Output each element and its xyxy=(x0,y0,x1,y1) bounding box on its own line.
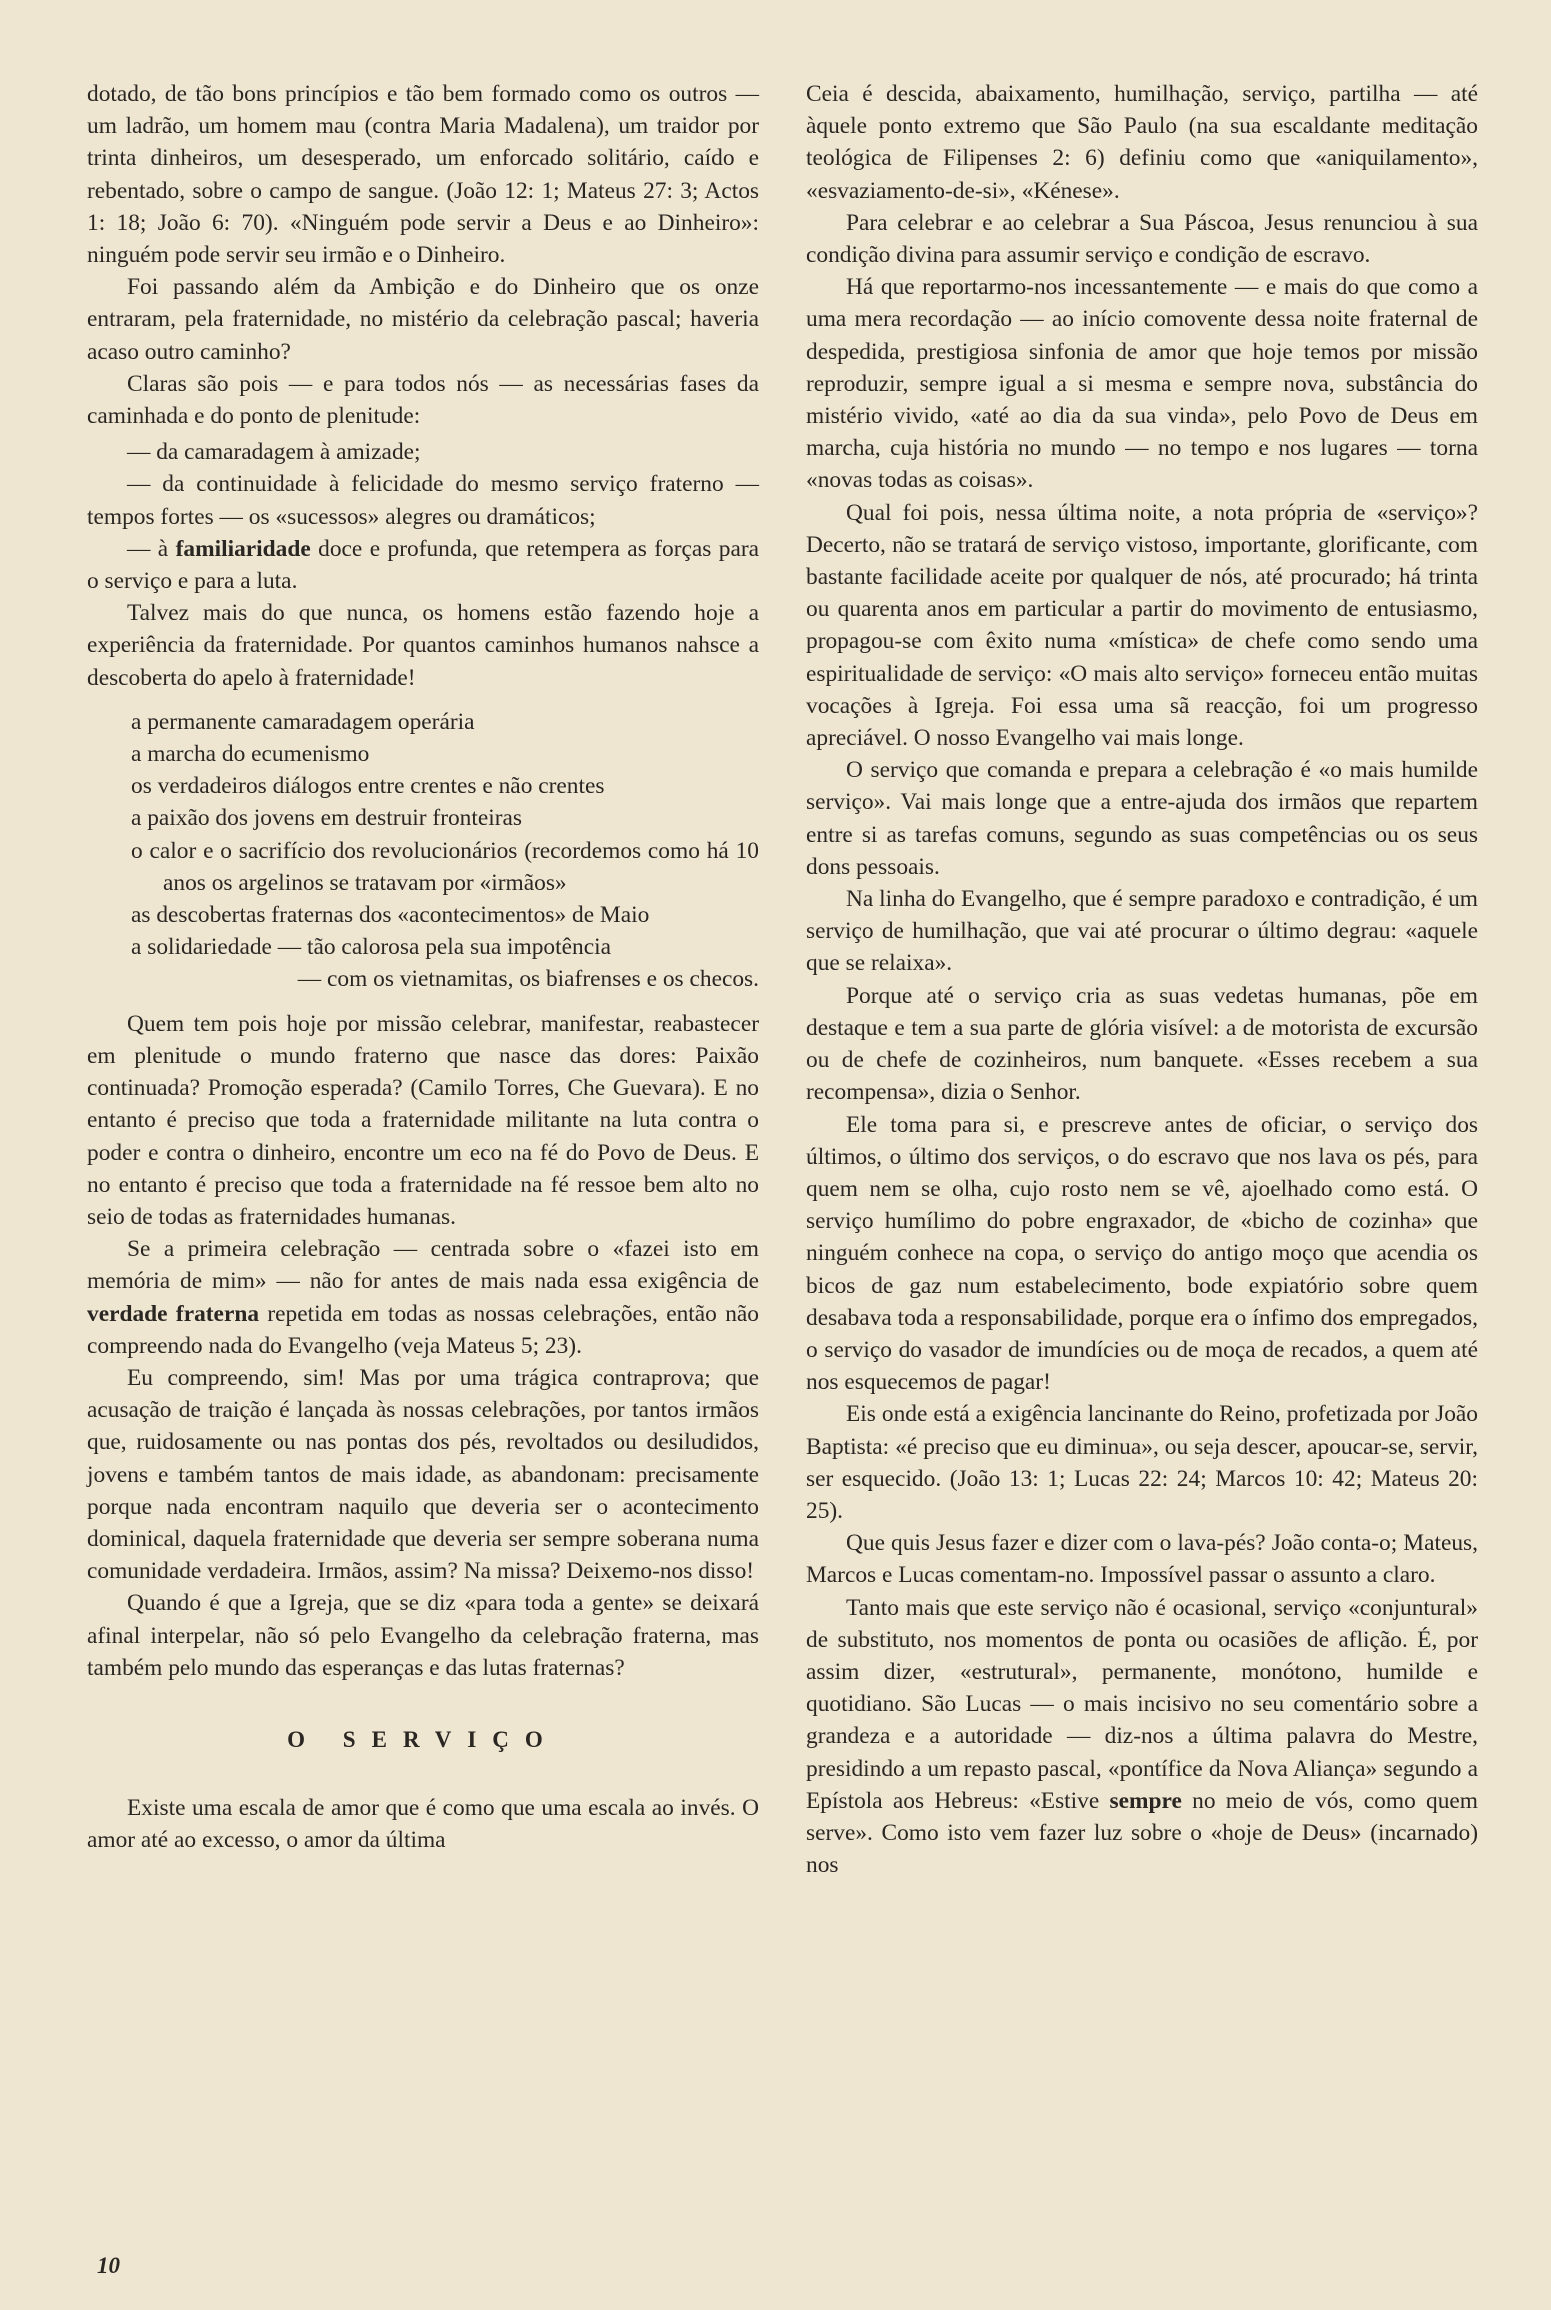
list-item: as descobertas fraternas dos «acontecimentos» de Maio xyxy=(131,902,650,929)
text-span: Se a primeira celebração — centrada sobre o «fazei isto em memória de mim» — não for antes de mais nada essa exigência de xyxy=(87,1236,759,1295)
paragraph: Talvez mais do que nunca, os homens estão fazendo hoje a experiência da fraternidade. Por quantos caminhos humanos nahsce a descoberta do apelo à fraternidade! xyxy=(87,600,759,691)
text-span: doce e profunda, que retempera as forças para o serviço e para a luta. xyxy=(87,535,760,595)
list-item: a marcha do ecumenismo xyxy=(131,741,370,768)
left-column xyxy=(87,78,759,1857)
text-span: repetida em todas as nossas celebrações, então não compreendo nada do Evangelho (veja Mateus 5; 23). xyxy=(87,1300,759,1359)
bold-term: verdade fraterna xyxy=(87,1300,260,1327)
paragraph: dotado, de tão bons princípios e tão bem formado como os outros — um ladrão, um homem mau (contra Maria Madalena), um traidor por trinta dinheiros, um desesperado, um enforcado solitário, caído e rebentado, sobre o campo de sangue. (João 12: 1; Mateus 27: 3; Actos 1: 18; João 6: 70). «Ninguém pode servir a Deus e ao Dinheiro»: ninguém pode servir seu irmão e o Dinheiro. xyxy=(87,81,759,269)
right-column xyxy=(806,78,1478,1881)
list-item: a solidariedade — tão calorosa pela sua impotência xyxy=(131,934,611,961)
paragraph: Na linha do Evangelho, que é sempre paradoxo e contradição, é um serviço de humilhação, que vai até procurar o último degrau: «aquele que se relaixa». xyxy=(806,886,1478,977)
list-item: a permanente camaradagem operária xyxy=(131,708,475,735)
paragraph: — da continuidade à felicidade do mesmo serviço fraterno — tempos fortes — os «sucessos» alegres ou dramáticos; xyxy=(87,471,759,530)
paragraph: Há que reportarmo-nos incessantemente — e mais do que como a uma mera recordação — ao início comovente dessa noite fraternal de despedida, prestigiosa sinfonia de amor que hoje temos por missão reproduzir, sempre igual a si mesma e sempre nova, substância do mistério vivido, «até ao dia da sua vinda», pelo Povo de Deus em marcha, cuja história no mundo — no tempo e nos lugares — torna «novas todas as coisas». xyxy=(806,274,1478,494)
text-span: Tanto mais que este serviço não é ocasional, serviço «conjuntural» de substituto, nos momentos de ponta ou ocasiões de aflição. É, por assim dizer, «estrutural», permanente, monótono, humilde e quotidiano. São Lucas — o mais incisivo no seu comentário sobre a grandeza e a autoridade — diz-nos a última palavra do Mestre, presidindo a um repasto pascal, «pontífice da Nova Aliança» segundo a Epístola aos Hebreus: «Estive xyxy=(806,1594,1478,1814)
paragraph: Quando é que a Igreja, que se diz «para toda a gente» se deixará afinal interpelar, não só pelo Evangelho da celebração fraterna, mas também pelo mundo das esperanças e das lutas fraternas? xyxy=(87,1590,759,1681)
list-item: a paixão dos jovens em destruir fronteiras xyxy=(131,805,523,832)
paragraph: Para celebrar e ao celebrar a Sua Páscoa, Jesus renunciou à sua condição divina para assumir serviço e condição de escravo. xyxy=(806,209,1478,269)
paragraph xyxy=(87,1233,759,1362)
paragraph: Que quis Jesus fazer e dizer com o lava-pés? João conta-o; Mateus, Marcos e Lucas comentam-no. Impossível passar o assunto a claro. xyxy=(806,1530,1478,1589)
paragraph: Eu compreendo, sim! Mas por uma trágica contraprova; que acusação de traição é lançada às nossas celebrações, por tantos irmãos que, ruidosamente ou nas pontas dos pés, revoltados ou desiludidos, jovens e também tantos de mais idade, as abandonam: precisamente porque nada encontram naquilo que deveria ser o acontecimento dominical, daquela fraternidade que deveria ser sempre soberana numa comunidade verdadeira. Irmãos, assim? Na missa? Deixemo-nos disso! xyxy=(87,1364,759,1585)
text-span: — à xyxy=(127,535,176,562)
paragraph: — da camaradagem à amizade; xyxy=(127,439,421,466)
list-item: o calor e o sacrifício dos revolucionários (recordemos como há 10 anos os argelinos se tratavam por «irmãos» xyxy=(131,837,759,896)
paragraph: Claras são pois — e para todos nós — as necessárias fases da caminhada e do ponto de plenitude: xyxy=(87,370,759,430)
paragraph: Existe uma escala de amor que é como que uma escala ao invés. O amor até ao excesso, o amor da última xyxy=(87,1795,759,1854)
section-heading: O SERVIÇO xyxy=(287,1726,559,1752)
paragraph: Qual foi pois, nessa última noite, a nota própria de «serviço»? Decerto, não se tratará de serviço vistoso, importante, glorificante, com bastante facilidade aceite por qualquer de nós, até procurado; há trinta ou quarenta anos em particular a partir do movimento de entusiasmo, propagou-se com êxito numa «mística» de chefe como sendo uma espiritualidade de serviço: «O mais alto serviço» forneceu então muitas vocações à Igreja. Foi essa uma sã reacção, foi um progresso apreciável. O nosso Evangelho vai mais longe. xyxy=(806,499,1478,752)
paragraph: Porque até o serviço cria as suas vedetas humanas, põe em destaque e tem a sua parte de glória visível: a de motorista de excursão ou de chefe de cozinheiros, num banquete. «Esses recebem a sua recompensa», dizia o Senhor. xyxy=(806,982,1478,1106)
paragraph: Ele toma para si, e prescreve antes de oficiar, o serviço dos últimos, o último dos serviços, o do escravo que nos lava os pés, para quem nem se olha, cujo rosto nem se vê, ajoelhado como está. O serviço humílimo do pobre engraxador, de «bicho de cozinha» que ninguém conhece na copa, o serviço do antigo moço que acendia os bicos de gaz num estabelecimento, bode expiatório sobre quem desabava toda a responsabilidade, porque era o ínfimo dos empregados, o serviço do vasador de imundícies ou de moça de recados, a quem até nos esquecemos de pagar! xyxy=(806,1111,1478,1396)
list-item: — com os vietnamitas, os biafrenses e os checos. xyxy=(297,966,759,993)
text-span: no meio de vós, como quem serve». Como isto vem fazer luz sobre o «hoje de Deus» (incarnado) nos xyxy=(806,1787,1478,1879)
paragraph: Eis onde está a exigência lancinante do Reino, profetizada por João Baptista: «é preciso que eu diminua», ou seja descer, apoucar-se, servir, ser esquecido. (João 13: 1; Lucas 22: 24; Marcos 10: 42; Mateus 20: 25). xyxy=(806,1401,1478,1524)
paragraph: O serviço que comanda e prepara a celebração é «o mais humilde serviço». Vai mais longe que a entre-ajuda dos irmãos que repartem entre si as tarefas comuns, segundo as suas competências ou os seus dons pessoais. xyxy=(806,757,1478,880)
paragraph: Quem tem pois hoje por missão celebrar, manifestar, reabastecer em plenitude o mundo fraterno que nasce das dores: Paixão continuada? Promoção esperada? (Camilo Torres, Che Guevara). E no entanto é preciso que toda a fraternidade militante na luta contra o poder e contra o dinheiro, encontre um eco na fé do Povo de Deus. E no entanto é preciso que toda a fraternidade na fé ressoe bem alto no seio de todas as fraternidades humanas. xyxy=(87,1010,759,1230)
paragraph xyxy=(87,533,759,597)
paragraph xyxy=(806,1592,1478,1882)
paragraph: Foi passando além da Ambição e do Dinheiro que os onze entraram, pela fraternidade, no mistério da celebração pascal; haveria acaso outro caminho? xyxy=(87,274,759,365)
fraternity-list xyxy=(131,706,759,996)
page-number: 10 xyxy=(97,2253,120,2278)
bold-term: sempre xyxy=(1109,1787,1182,1814)
list-item: os verdadeiros diálogos entre crentes e não crentes xyxy=(131,773,605,800)
paragraph: Ceia é descida, abaixamento, humilhação, serviço, partilha — até àquele ponto extremo que São Paulo (na sua escaldante meditação teológica de Filipenses 2: 6) definiu como que «aniquilamento», «esvaziamento-de-si», «Kénese». xyxy=(806,81,1478,204)
bold-term: familiaridade xyxy=(175,535,311,562)
